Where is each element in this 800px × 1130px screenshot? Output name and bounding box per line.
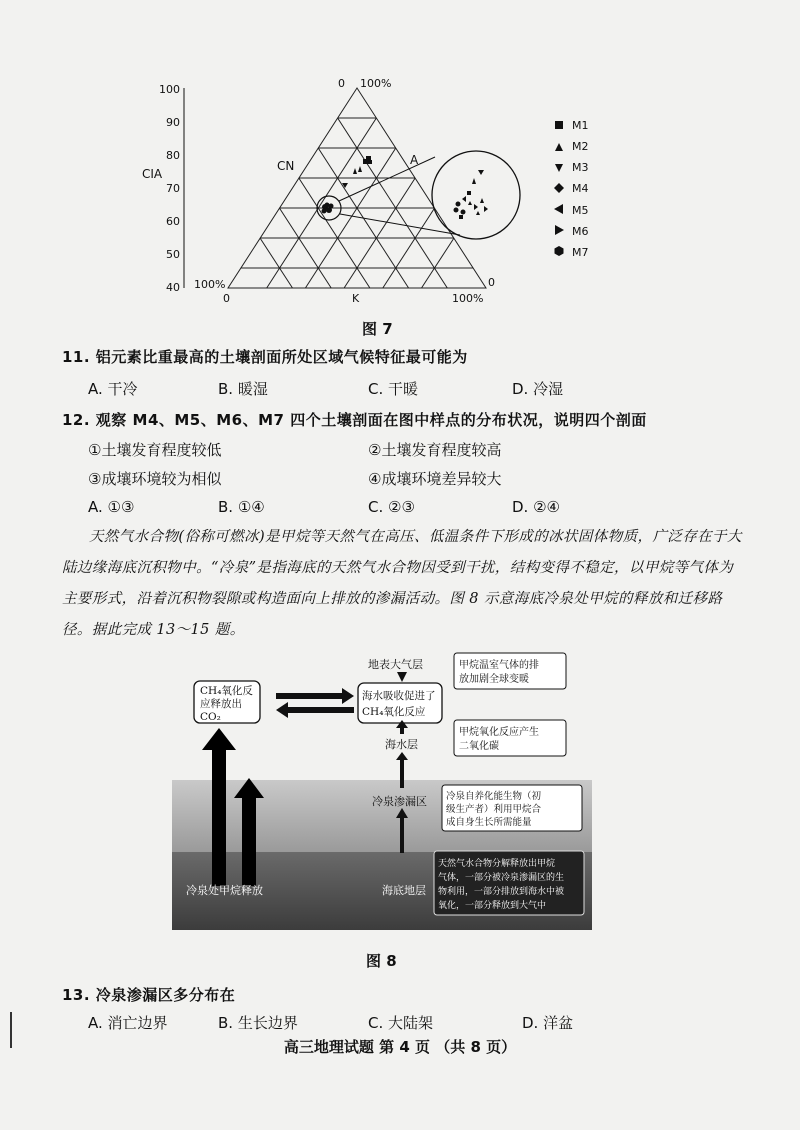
note-greenhouse (454, 653, 566, 689)
note-greenhouse-line2: 放加剧全球变暖 (459, 674, 529, 685)
y-tick: 60 (166, 215, 180, 228)
bottom-left-pct-label: 100% (194, 278, 226, 291)
q12-option-a[interactable]: A. ①③ (88, 498, 135, 516)
inset-points (454, 170, 489, 219)
cluster-m4-m7 (322, 203, 334, 214)
y-tick: 100 (159, 83, 180, 96)
y-tick: 40 (166, 281, 180, 294)
passage-cold-seep: 天然气水合物(俗称可燃冰)是甲烷等天然气在高压、低温条件下形成的冰状固体物质，广泛存在于大陆边缘海底沉积物中。“冷泉”是指海底的天然气水合物因受到干扰，结构变得不稳定，以甲烷等气体为主要形式，沿着沉积物裂隙或构造面向上排放的渗漏活动。图 8 示意海底冷泉处甲烷的释放和迁移路径。据此完成 13～15 题。 (62, 529, 742, 638)
ch4-oxidation-box (194, 681, 260, 723)
bottom-right-pct-label: 100% (452, 292, 484, 305)
seawater-box-line2: CH₄氧化反应 (362, 706, 426, 718)
note-organisms-line2: 级生产者）利用甲烷合 (446, 804, 542, 815)
note-hydrate (434, 851, 584, 915)
note-hydrate-line4: 氧化，一部分释放到大气中 (438, 901, 547, 911)
q11-option-d[interactable]: D. 冷湿 (512, 380, 564, 398)
q12-option-d[interactable]: D. ②④ (512, 498, 560, 516)
figure-8-caption: 图 8 (366, 952, 397, 970)
question-12-stem: 12. 观察 M4、M5、M6、M7 四个土壤剖面在图中样点的分布状况，说明四个剖面 (62, 411, 647, 429)
legend (554, 119, 589, 259)
q12-option-c[interactable]: C. ②③ (368, 498, 415, 516)
q12-option-b[interactable]: B. ①④ (218, 498, 265, 516)
y-tick: 50 (166, 248, 180, 261)
q12-item-2: ②土壤发育程度较高 (368, 441, 502, 459)
q13-option-b[interactable]: B. 生长边界 (218, 1014, 298, 1032)
seawater-box-line1: 海水吸收促进了 (362, 690, 436, 702)
note-hydrate-line1: 天然气水合物分解释放出甲烷 (438, 859, 556, 869)
legend-m6: M6 (572, 225, 589, 238)
legend-m3: M3 (572, 161, 589, 174)
point-m2 (358, 166, 362, 172)
y-axis (142, 83, 184, 294)
note-hydrate-line2: 气体，一部分被冷泉渗漏区的生 (438, 873, 565, 883)
q12-item-3: ③成壤环境较为相似 (88, 470, 222, 488)
bottom-left-zero-label: 0 (223, 292, 230, 305)
q11-option-c[interactable]: C. 干暖 (368, 380, 419, 398)
question-11-stem: 11. 铝元素比重最高的土壤剖面所处区域气候特征最可能为 (62, 348, 468, 366)
page-footer: 高三地理试题 第 4 页 （共 8 页） (283, 1038, 517, 1056)
figure-8-cold-seep-diagram (172, 648, 592, 930)
legend-m2: M2 (572, 140, 589, 153)
ch4-box-line3: CO₂ (200, 711, 221, 723)
legend-m7: M7 (572, 246, 589, 259)
note-organisms (442, 785, 582, 831)
exchange-arrows (276, 688, 354, 718)
figure-7-ternary-diagram (142, 70, 610, 315)
y-tick: 90 (166, 116, 180, 129)
legend-m1: M1 (572, 119, 589, 132)
ch4-box-line2: 应释放出 (200, 698, 242, 710)
top-pct-label: 100% (360, 77, 392, 90)
q13-option-d[interactable]: D. 洋盆 (522, 1014, 574, 1032)
seawater-absorption-box (358, 683, 442, 723)
methane-release-label: 冷泉处甲烷释放 (186, 884, 263, 897)
q13-option-a[interactable]: A. 消亡边界 (88, 1014, 168, 1032)
y-axis-label: CIA (142, 167, 163, 181)
seep-zone-label: 冷泉渗漏区 (372, 795, 427, 808)
atmosphere-label: 地表大气层 (368, 658, 423, 671)
note-hydrate-line3: 物利用，一部分排放到海水中被 (438, 887, 565, 897)
cn-label: CN (277, 159, 295, 173)
ch4-box-line1: CH₄氧化反 (200, 685, 253, 697)
top-zero-label: 0 (338, 77, 345, 90)
triangle-grid (228, 88, 486, 288)
point-m1 (368, 160, 372, 164)
q13-option-c[interactable]: C. 大陆架 (368, 1014, 434, 1032)
y-tick: 80 (166, 149, 180, 162)
question-13-stem: 13. 冷泉渗漏区多分布在 (62, 986, 236, 1004)
q12-item-1: ①土壤发育程度较低 (88, 441, 222, 459)
q12-item-4: ④成壤环境差异较大 (368, 470, 502, 488)
legend-m5: M5 (572, 204, 589, 217)
seawater-layer-label: 海水层 (385, 738, 418, 751)
note-organisms-line1: 冷泉自养化能生物（初 (446, 791, 542, 802)
point-m2 (353, 168, 357, 174)
zoom-inset (339, 151, 520, 239)
note-co2 (454, 720, 566, 756)
note-organisms-line3: 成自身生长所需能量 (446, 817, 532, 828)
note-greenhouse-line1: 甲烷温室气体的排 (459, 660, 539, 671)
bottom-mid-label: K (352, 292, 360, 305)
legend-m4: M4 (572, 182, 589, 195)
bottom-right-zero-label: 0 (488, 276, 495, 289)
q11-option-a[interactable]: A. 干冷 (88, 380, 138, 398)
note-co2-line1: 甲烷氧化反应产生 (459, 727, 539, 738)
q11-option-b[interactable]: B. 暖湿 (218, 380, 268, 398)
seafloor-label: 海底地层 (382, 884, 426, 897)
figure-7-caption: 图 7 (362, 320, 393, 338)
a-label: A (410, 153, 419, 167)
note-co2-line2: 二氧化碳 (459, 741, 499, 752)
y-tick: 70 (166, 182, 180, 195)
